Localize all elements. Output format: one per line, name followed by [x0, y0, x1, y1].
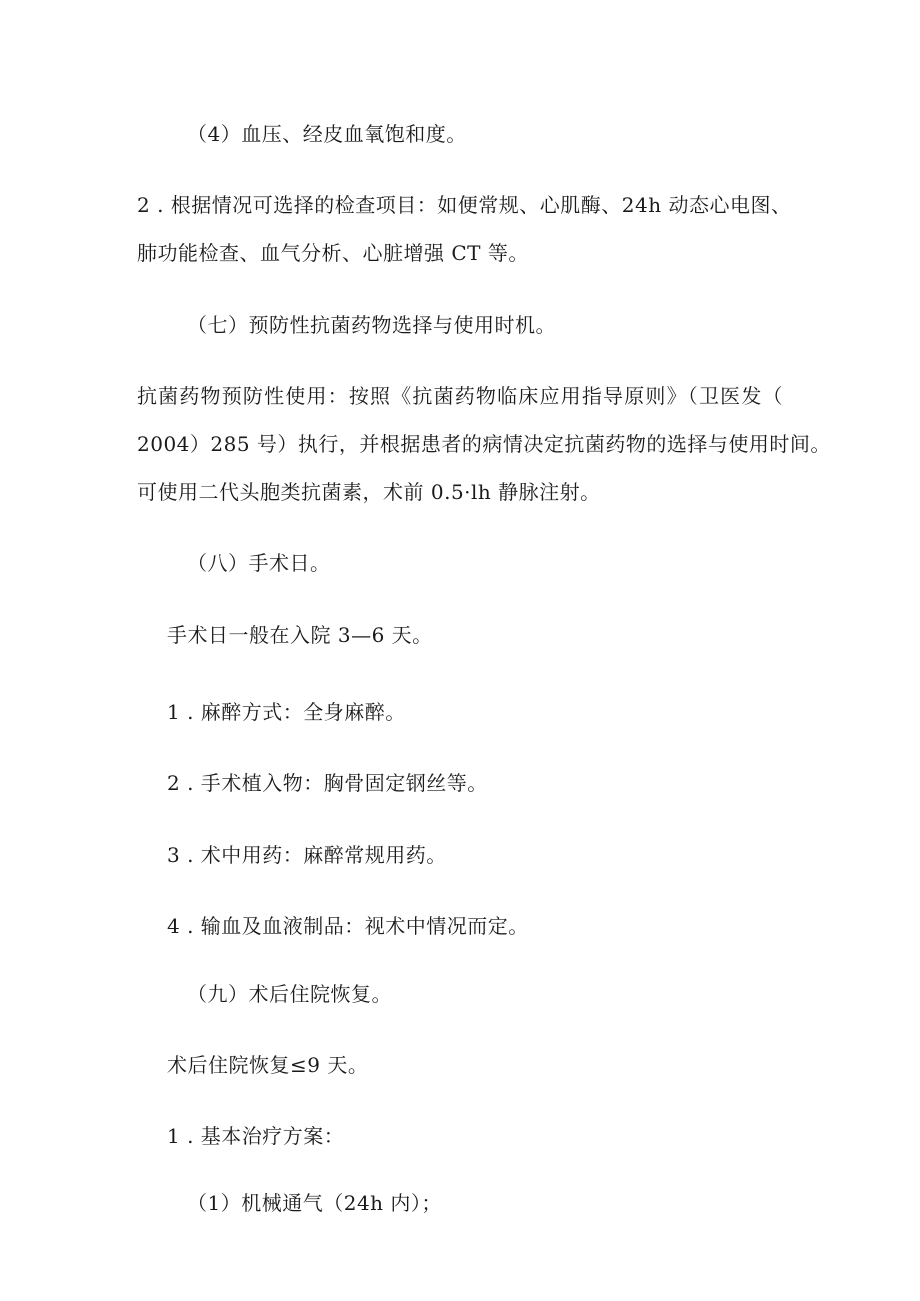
text-line-optional-exams-2: 肺功能检查、血气分析、心脏增强 CT 等。: [137, 241, 529, 265]
text-line-surgery-day: 手术日一般在入院 3—6 天。: [167, 623, 433, 647]
text-line-antibiotics-3: 可使用二代头胞类抗菌素，术前 0.5·lh 静脉注射。: [137, 480, 601, 504]
section-heading-surgery-day: （八）手术日。: [187, 551, 331, 575]
list-item-anesthesia: 1 . 麻醉方式：全身麻醉。: [167, 700, 406, 724]
section-heading-postop-recovery: （九）术后住院恢复。: [187, 982, 392, 1006]
text-line-bp-spo2: （4）血压、经皮血氧饱和度。: [187, 122, 467, 146]
section-heading-antibiotics: （七）预防性抗菌药物选择与使用时机。: [187, 313, 556, 337]
text-line-optional-exams-1: 2 . 根据情况可选择的检查项目：如便常规、心肌酶、24h 动态心电图、: [137, 193, 792, 217]
list-item-implant: 2 . 手术植入物：胸骨固定钢丝等。: [167, 771, 488, 795]
text-line-postop-days: 术后住院恢复≤9 天。: [167, 1053, 369, 1077]
list-item-mechanical-ventilation: （1）机械通气（24h 内）；: [187, 1191, 442, 1215]
list-item-intraop-drugs: 3 . 术中用药：麻醉常规用药。: [167, 843, 447, 867]
text-line-antibiotics-1: 抗菌药物预防性使用：按照《抗菌药物临床应用指导原则》（卫医发（: [137, 384, 783, 408]
list-item-basic-treatment: 1 . 基本治疗方案：: [167, 1124, 345, 1148]
text-line-antibiotics-2: 2004）285 号）执行，并根据患者的病情决定抗菌药物的选择与使用时间。: [137, 432, 831, 456]
list-item-transfusion: 4 . 输血及血液制品：视术中情况而定。: [167, 914, 529, 938]
